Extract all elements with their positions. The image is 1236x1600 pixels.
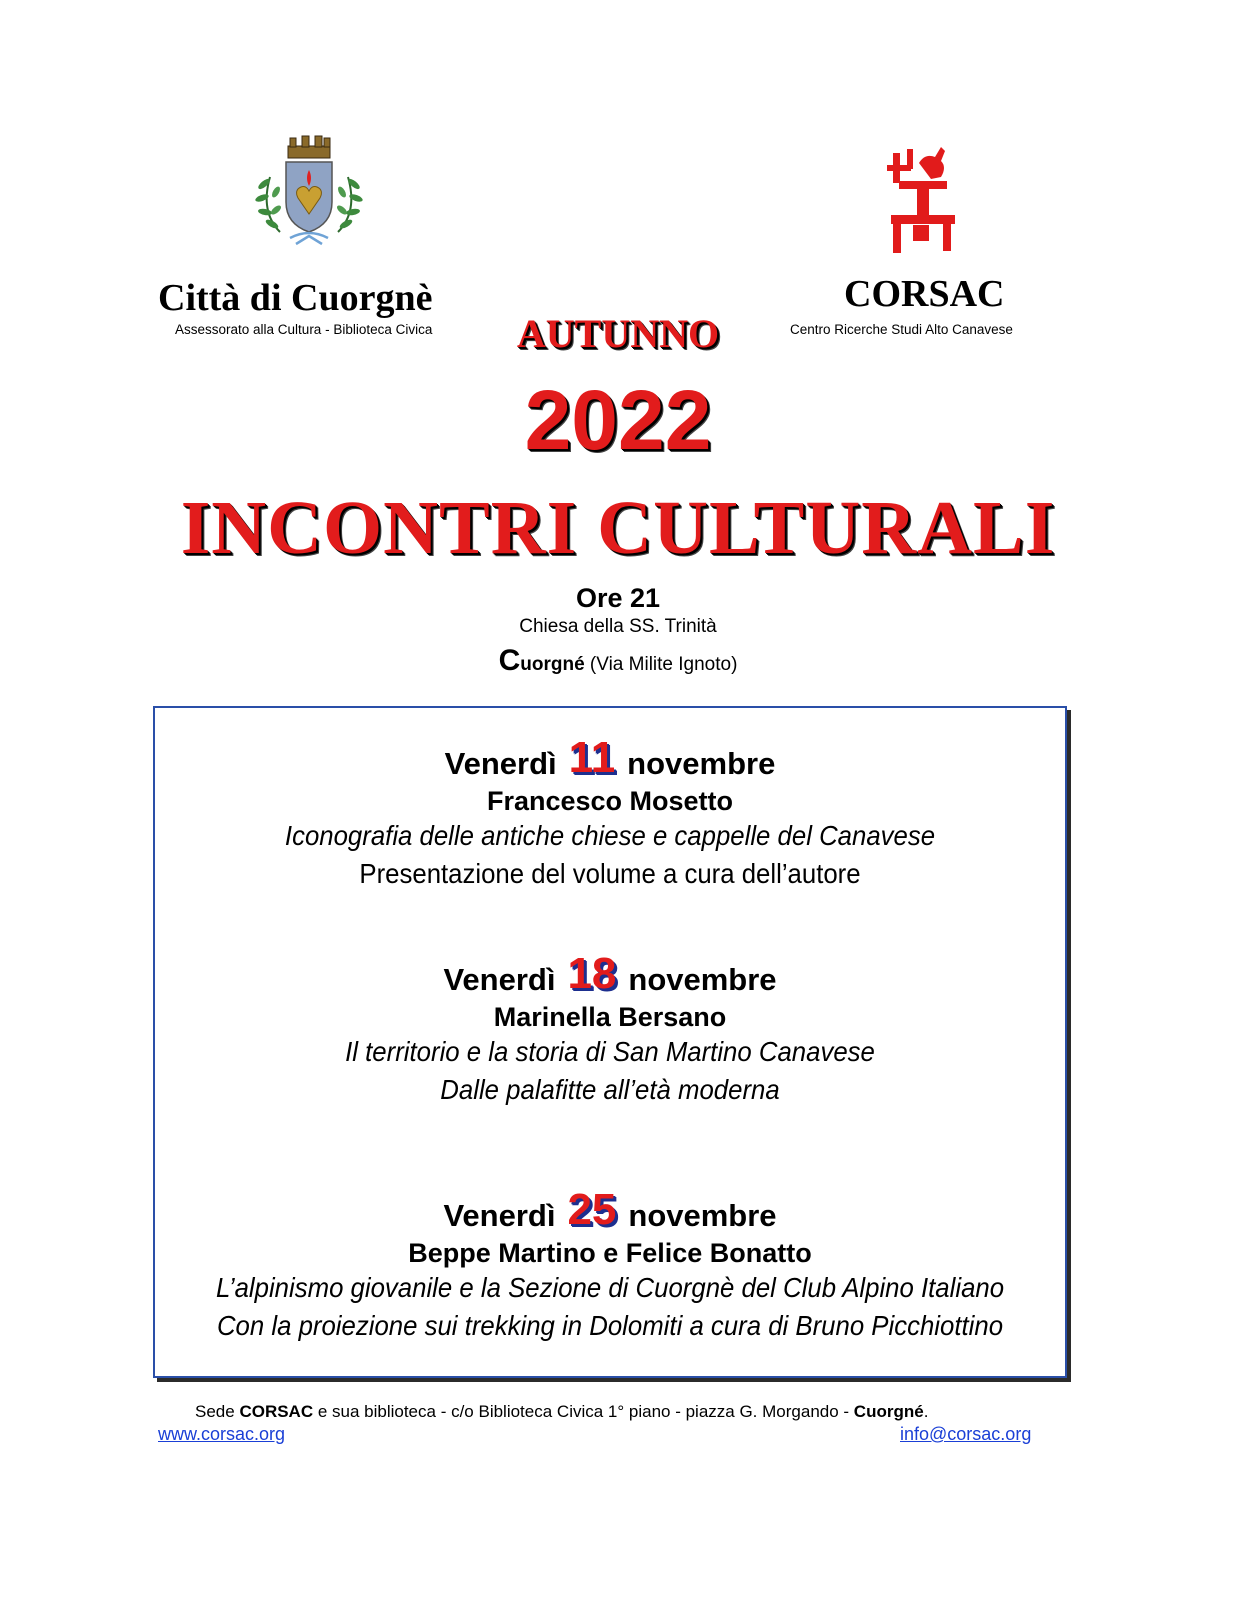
town-name: uorgné	[520, 654, 585, 675]
event-day-number: 11	[568, 733, 616, 782]
event-day-number: 18	[567, 949, 617, 998]
event-month: novembre	[628, 1198, 777, 1233]
event-item	[155, 949, 1065, 1109]
venue-address: (Via Milite Ignoto)	[584, 654, 738, 675]
footer-sede-town: Cuorgné	[853, 1402, 924, 1421]
event-description: Presentazione del volume a cura dell’autore	[359, 858, 861, 889]
town-initial: C	[498, 644, 521, 677]
event-topic: L’alpinismo giovanile e la Sezione di Cuorgnè del Club Alpino Italiano	[215, 1272, 1005, 1303]
city-name: Città di Cuorgnè	[158, 277, 433, 319]
event-speaker: Marinella Bersano	[493, 1002, 727, 1032]
footer-sede-prefix: Sede	[195, 1402, 240, 1421]
main-title: INCONTRI CULTURALI	[180, 486, 1056, 570]
event-item	[155, 733, 1065, 893]
event-month: novembre	[627, 746, 776, 781]
corsac-name: CORSAC	[844, 273, 1005, 315]
event-time: Ore 21	[575, 583, 661, 613]
footer-address	[195, 1402, 928, 1422]
event-date	[155, 1185, 1065, 1236]
footer-sede-end: .	[923, 1402, 929, 1421]
event-date	[155, 949, 1065, 1000]
event-weekday: Venerdì	[444, 746, 557, 781]
event-item	[155, 1185, 1065, 1345]
event-description: Con la proiezione sui trekking in Dolomiti a cura di Bruno Picchiottino	[216, 1310, 1004, 1341]
corsac-subtitle: Centro Ricerche Studi Alto Canavese	[790, 322, 1013, 337]
event-description: Dalle palafitte all’età moderna	[440, 1074, 780, 1105]
website-link[interactable]: www.corsac.org	[158, 1424, 286, 1444]
event-speaker: Francesco Mosetto	[486, 786, 734, 816]
season-heading: AUTUNNO	[516, 311, 720, 356]
city-coat-of-arms	[250, 132, 368, 260]
event-speaker: Beppe Martino e Felice Bonatto	[408, 1238, 812, 1268]
event-date	[155, 733, 1065, 784]
event-weekday: Venerdì	[443, 1198, 556, 1233]
footer-sede-location: e sua biblioteca - c/o Biblioteca Civica 1° piano - piazza G. Morgando -	[313, 1402, 854, 1421]
venue-place: Chiesa della SS. Trinità	[519, 616, 717, 637]
corsac-logo-icon	[885, 143, 965, 261]
email-link[interactable]: info@corsac.org	[900, 1424, 1032, 1444]
event-day-number: 25	[567, 1185, 617, 1234]
event-weekday: Venerdì	[443, 962, 556, 997]
venue-town-line	[0, 644, 1236, 678]
event-topic: Iconografia delle antiche chiese e cappelle del Canavese	[284, 820, 936, 851]
city-subtitle: Assessorato alla Cultura - Biblioteca Civica	[175, 322, 433, 337]
events-box	[153, 706, 1067, 1378]
footer-sede-org: CORSAC	[239, 1402, 314, 1421]
event-topic: Il territorio e la storia di San Martino Canavese	[345, 1036, 875, 1067]
year-heading: 2022	[524, 373, 712, 467]
event-month: novembre	[628, 962, 777, 997]
